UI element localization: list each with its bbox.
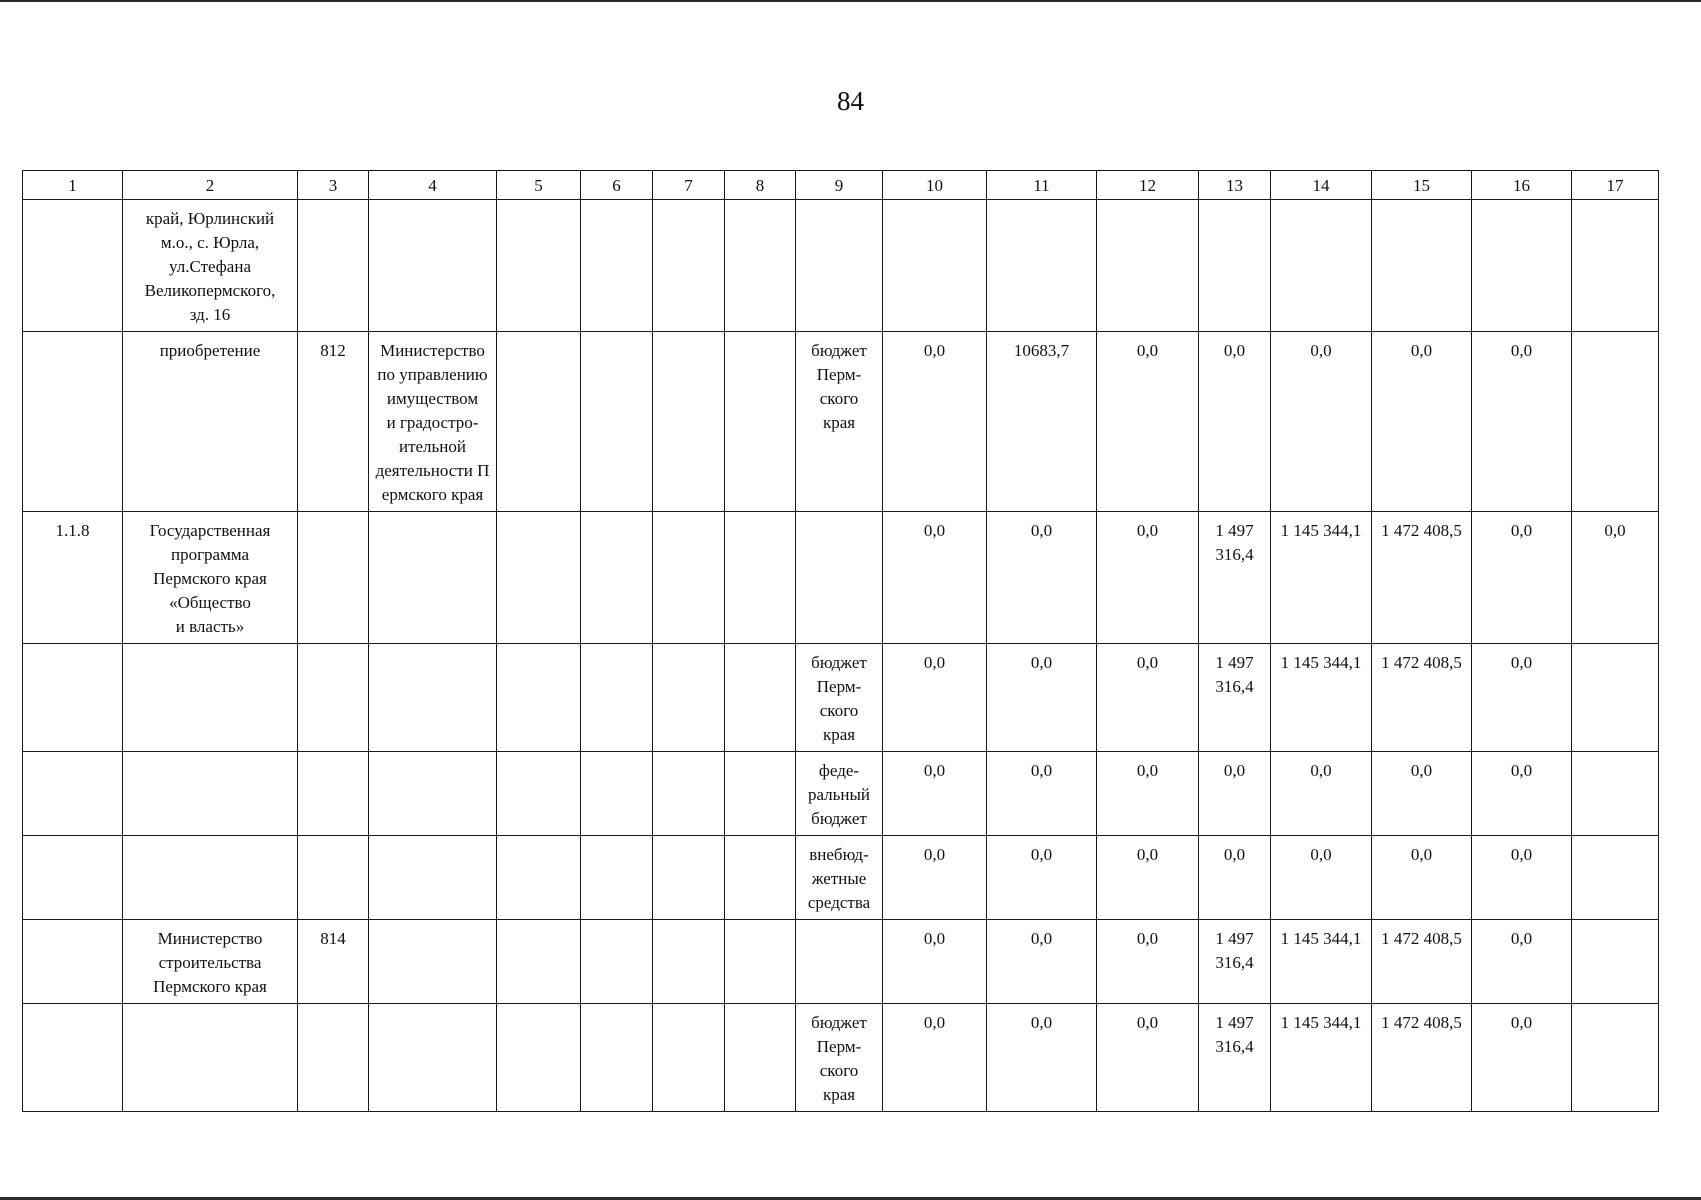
table-cell-col-15: 0,0 xyxy=(1372,836,1472,920)
table-cell-col-7 xyxy=(653,332,725,512)
table-cell-col-14 xyxy=(1271,200,1372,332)
table-cell-col-8 xyxy=(725,332,796,512)
table-cell-col-10: 0,0 xyxy=(883,332,987,512)
table-cell-col-10: 0,0 xyxy=(883,836,987,920)
table-cell-col-1 xyxy=(23,200,123,332)
table-cell-col-15: 0,0 xyxy=(1372,752,1472,836)
table-cell-col-9: бюджет Перм- ского края xyxy=(796,332,883,512)
table-row xyxy=(23,920,1659,1004)
table-cell-col-8 xyxy=(725,644,796,752)
column-header-9: 9 xyxy=(796,171,883,200)
table-cell-col-6 xyxy=(581,836,653,920)
column-header-2: 2 xyxy=(123,171,298,200)
column-header-8: 8 xyxy=(725,171,796,200)
table-row xyxy=(23,644,1659,752)
table-cell-col-13: 1 497 316,4 xyxy=(1199,1004,1271,1112)
table-cell-col-13: 1 497 316,4 xyxy=(1199,512,1271,644)
table-cell-col-8 xyxy=(725,752,796,836)
column-header-13: 13 xyxy=(1199,171,1271,200)
table-cell-col-9: внебюд- жетные средства xyxy=(796,836,883,920)
table-cell-col-7 xyxy=(653,200,725,332)
table-cell-col-5 xyxy=(497,920,581,1004)
table-cell-col-16: 0,0 xyxy=(1472,836,1572,920)
table-cell-col-4 xyxy=(369,200,497,332)
table-cell-col-3 xyxy=(298,644,369,752)
table-cell-col-14: 1 145 344,1 xyxy=(1271,920,1372,1004)
table-cell-col-1 xyxy=(23,752,123,836)
table-cell-col-4 xyxy=(369,920,497,1004)
table-cell-col-17 xyxy=(1572,332,1659,512)
scan-edge-top xyxy=(0,0,1701,2)
column-header-12: 12 xyxy=(1097,171,1199,200)
table-cell-col-6 xyxy=(581,512,653,644)
table-cell-col-5 xyxy=(497,512,581,644)
table-cell-col-2 xyxy=(123,1004,298,1112)
table-cell-col-15: 1 472 408,5 xyxy=(1372,644,1472,752)
table-cell-col-16: 0,0 xyxy=(1472,512,1572,644)
table-cell-col-14: 1 145 344,1 xyxy=(1271,644,1372,752)
table-cell-col-4 xyxy=(369,752,497,836)
table-body xyxy=(23,200,1659,1112)
table-cell-col-6 xyxy=(581,752,653,836)
table-cell-col-5 xyxy=(497,836,581,920)
table-header xyxy=(23,171,1659,200)
table-cell-col-3 xyxy=(298,200,369,332)
table-cell-col-9: бюджет Перм- ского края xyxy=(796,644,883,752)
table-cell-col-9: бюджет Перм- ского края xyxy=(796,1004,883,1112)
table-cell-col-12: 0,0 xyxy=(1097,512,1199,644)
table-cell-col-5 xyxy=(497,1004,581,1112)
table-cell-col-7 xyxy=(653,644,725,752)
table-cell-col-4 xyxy=(369,512,497,644)
table-cell-col-3: 812 xyxy=(298,332,369,512)
table-cell-col-3: 814 xyxy=(298,920,369,1004)
table-cell-col-2: Государственная программа Пермского края «Общество и власть» xyxy=(123,512,298,644)
table-cell-col-7 xyxy=(653,752,725,836)
column-header-17: 17 xyxy=(1572,171,1659,200)
table-cell-col-13 xyxy=(1199,200,1271,332)
table-cell-col-14: 0,0 xyxy=(1271,836,1372,920)
table-cell-col-14: 1 145 344,1 xyxy=(1271,512,1372,644)
table-cell-col-14: 0,0 xyxy=(1271,332,1372,512)
table-cell-col-2: приобретение xyxy=(123,332,298,512)
table-cell-col-2 xyxy=(123,836,298,920)
table-cell-col-15 xyxy=(1372,200,1472,332)
table-cell-col-4: Министерство по управлению имуществом и градостро- ительной деятельности П ермского края xyxy=(369,332,497,512)
table-cell-col-17: 0,0 xyxy=(1572,512,1659,644)
table-cell-col-9 xyxy=(796,512,883,644)
table-cell-col-17 xyxy=(1572,644,1659,752)
table-cell-col-12: 0,0 xyxy=(1097,752,1199,836)
table-cell-col-12 xyxy=(1097,200,1199,332)
column-header-11: 11 xyxy=(987,171,1097,200)
table-cell-col-11: 0,0 xyxy=(987,644,1097,752)
table-cell-col-12: 0,0 xyxy=(1097,644,1199,752)
page-number: 84 xyxy=(837,86,864,116)
table-cell-col-10: 0,0 xyxy=(883,512,987,644)
header-row xyxy=(23,171,1659,200)
budget-table xyxy=(22,170,1659,1112)
table-cell-col-7 xyxy=(653,836,725,920)
table-cell-col-5 xyxy=(497,200,581,332)
table-row xyxy=(23,512,1659,644)
table-cell-col-8 xyxy=(725,512,796,644)
table-cell-col-12: 0,0 xyxy=(1097,1004,1199,1112)
table-cell-col-4 xyxy=(369,1004,497,1112)
table-cell-col-1 xyxy=(23,836,123,920)
table-cell-col-11: 10683,7 xyxy=(987,332,1097,512)
table-cell-col-6 xyxy=(581,644,653,752)
table-cell-col-4 xyxy=(369,836,497,920)
table-cell-col-16 xyxy=(1472,200,1572,332)
table-cell-col-11: 0,0 xyxy=(987,1004,1097,1112)
table-cell-col-7 xyxy=(653,512,725,644)
table-cell-col-16: 0,0 xyxy=(1472,1004,1572,1112)
table-cell-col-1: 1.1.8 xyxy=(23,512,123,644)
table-cell-col-17 xyxy=(1572,752,1659,836)
table-cell-col-4 xyxy=(369,644,497,752)
table-cell-col-2: Министерство строительства Пермского края xyxy=(123,920,298,1004)
table-cell-col-15: 1 472 408,5 xyxy=(1372,1004,1472,1112)
column-header-5: 5 xyxy=(497,171,581,200)
table-row xyxy=(23,332,1659,512)
table-cell-col-11: 0,0 xyxy=(987,512,1097,644)
table-cell-col-14: 0,0 xyxy=(1271,752,1372,836)
table-cell-col-15: 0,0 xyxy=(1372,332,1472,512)
table-cell-col-3 xyxy=(298,1004,369,1112)
table-cell-col-1 xyxy=(23,1004,123,1112)
table-cell-col-3 xyxy=(298,836,369,920)
column-header-4: 4 xyxy=(369,171,497,200)
table-cell-col-6 xyxy=(581,1004,653,1112)
table-cell-col-3 xyxy=(298,752,369,836)
table-cell-col-2 xyxy=(123,752,298,836)
table-cell-col-11 xyxy=(987,200,1097,332)
table-cell-col-16: 0,0 xyxy=(1472,332,1572,512)
column-header-6: 6 xyxy=(581,171,653,200)
table-cell-col-6 xyxy=(581,920,653,1004)
table-cell-col-17 xyxy=(1572,920,1659,1004)
table-cell-col-13: 0,0 xyxy=(1199,836,1271,920)
table-cell-col-1 xyxy=(23,920,123,1004)
table-cell-col-1 xyxy=(23,644,123,752)
table-cell-col-2 xyxy=(123,644,298,752)
column-header-15: 15 xyxy=(1372,171,1472,200)
table-cell-col-1 xyxy=(23,332,123,512)
table-cell-col-3 xyxy=(298,512,369,644)
table-cell-col-5 xyxy=(497,644,581,752)
table-cell-col-10: 0,0 xyxy=(883,644,987,752)
table-cell-col-16: 0,0 xyxy=(1472,920,1572,1004)
table-cell-col-8 xyxy=(725,836,796,920)
table-cell-col-8 xyxy=(725,1004,796,1112)
table-cell-col-12: 0,0 xyxy=(1097,332,1199,512)
table-cell-col-12: 0,0 xyxy=(1097,836,1199,920)
table-cell-col-6 xyxy=(581,332,653,512)
table-cell-col-17 xyxy=(1572,836,1659,920)
table-cell-col-10: 0,0 xyxy=(883,752,987,836)
table-row xyxy=(23,752,1659,836)
column-header-3: 3 xyxy=(298,171,369,200)
table-cell-col-12: 0,0 xyxy=(1097,920,1199,1004)
table-cell-col-2: край, Юрлинский м.о., с. Юрла, ул.Стефана Великопермского, зд. 16 xyxy=(123,200,298,332)
table-cell-col-10: 0,0 xyxy=(883,1004,987,1112)
table-cell-col-17 xyxy=(1572,200,1659,332)
table-cell-col-16: 0,0 xyxy=(1472,752,1572,836)
table-cell-col-9 xyxy=(796,200,883,332)
column-header-14: 14 xyxy=(1271,171,1372,200)
column-header-7: 7 xyxy=(653,171,725,200)
column-header-10: 10 xyxy=(883,171,987,200)
table-cell-col-7 xyxy=(653,920,725,1004)
column-header-1: 1 xyxy=(23,171,123,200)
table-row xyxy=(23,836,1659,920)
table-cell-col-5 xyxy=(497,332,581,512)
table-cell-col-11: 0,0 xyxy=(987,752,1097,836)
table-cell-col-10 xyxy=(883,200,987,332)
table-cell-col-15: 1 472 408,5 xyxy=(1372,920,1472,1004)
table-cell-col-5 xyxy=(497,752,581,836)
table-cell-col-9: феде- ральный бюджет xyxy=(796,752,883,836)
table-cell-col-14: 1 145 344,1 xyxy=(1271,1004,1372,1112)
table-cell-col-15: 1 472 408,5 xyxy=(1372,512,1472,644)
table-cell-col-8 xyxy=(725,920,796,1004)
table-cell-col-8 xyxy=(725,200,796,332)
table-row xyxy=(23,1004,1659,1112)
column-header-16: 16 xyxy=(1472,171,1572,200)
table-cell-col-11: 0,0 xyxy=(987,920,1097,1004)
table-cell-col-17 xyxy=(1572,1004,1659,1112)
table-cell-col-7 xyxy=(653,1004,725,1112)
table-cell-col-13: 0,0 xyxy=(1199,752,1271,836)
table-cell-col-13: 1 497 316,4 xyxy=(1199,644,1271,752)
table-cell-col-11: 0,0 xyxy=(987,836,1097,920)
table-cell-col-13: 0,0 xyxy=(1199,332,1271,512)
table-cell-col-13: 1 497 316,4 xyxy=(1199,920,1271,1004)
table-row xyxy=(23,200,1659,332)
table-cell-col-16: 0,0 xyxy=(1472,644,1572,752)
table-cell-col-9 xyxy=(796,920,883,1004)
table-cell-col-10: 0,0 xyxy=(883,920,987,1004)
table-cell-col-6 xyxy=(581,200,653,332)
